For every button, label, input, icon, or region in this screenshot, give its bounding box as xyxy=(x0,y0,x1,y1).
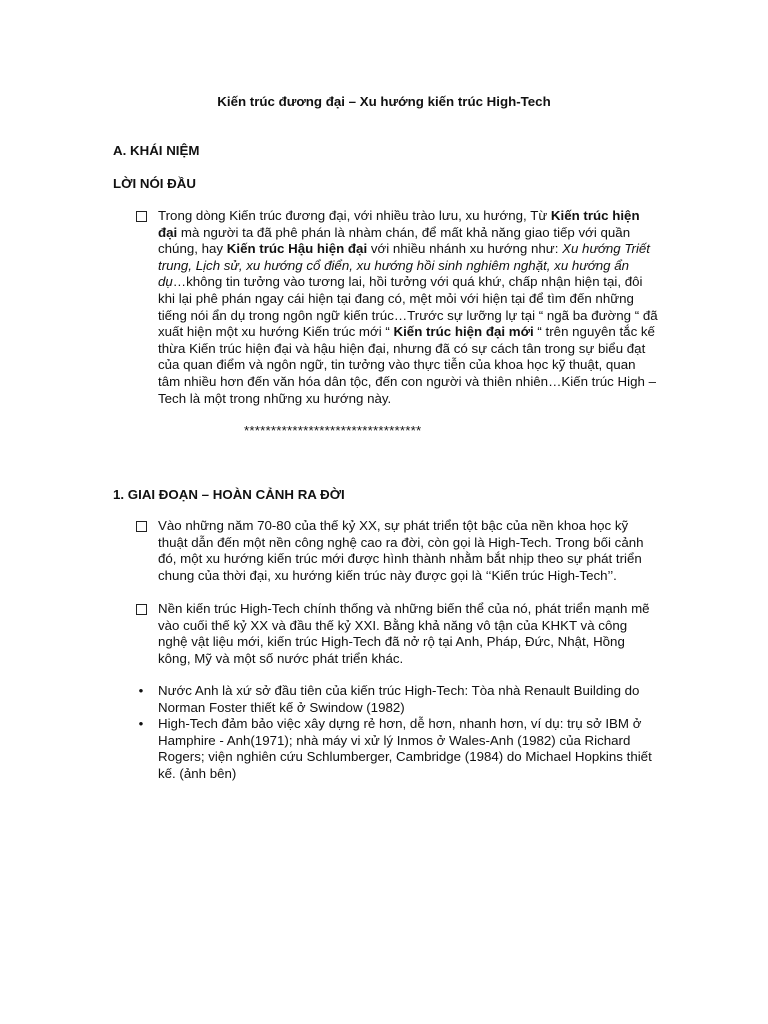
intro-text-part: mà người ta đã phê phán là nhàm chán, để mất khả năng giao tiếp với quần chúng, hay xyxy=(158,224,631,257)
list-item-text: Nước Anh là xứ sở đầu tiên của kiến trúc High-Tech: Tòa nhà Renault Building do Norman Foster thiết kế ở Swindow (1982) xyxy=(158,683,640,715)
intro-text-part: Trong dòng Kiến trúc đương đại, với nhiều trào lưu, xu hướng, Từ xyxy=(158,208,551,223)
list-item xyxy=(113,601,658,667)
preface-heading: LỜI NÓI ĐẦU xyxy=(113,176,196,191)
list-item xyxy=(113,518,658,584)
intro-bold-postmodern: Kiến trúc Hậu hiện đại xyxy=(226,241,368,257)
list-item xyxy=(113,716,658,782)
document-title: Kiến trúc đương đại – Xu hướng kiến trúc High-Tech xyxy=(217,94,551,109)
list-item-text: Nền kiến trúc High-Tech chính thống và những biến thể của nó, phát triển mạnh mẽ vào cuối thế kỷ XX và đầu thế kỷ XXI. Bằng khả năng vô tận của KHKT và công nghệ vật liệu mới, kiến trúc High-Tech đã nở rộ tại Anh, Pháp, Đức, Nhật, Hồng kông, Mỹ và một số nước phát triển khác. xyxy=(158,601,650,666)
intro-text-part: …không tin tưởng vào tương lai, hồi tưởng với quá khứ, chấp nhận hiện tại, đôi khi lại phê phán ngay cái hiện tại đang có, mệt mỏi với hiện tại để tìm đến những tiếng nói ẩn dụ trong ngôn ngữ kiến trúc…Trước sự lưỡng lự tại “ ngã ba đường “ đã xuất hiện một xu hướng Kiến trúc mới “ xyxy=(158,274,658,340)
bullet-dot-icon: • xyxy=(138,716,144,731)
checkbox-bullet-icon xyxy=(136,521,147,532)
separator-stars: ********************************* xyxy=(244,423,422,438)
bullet-dot-icon: • xyxy=(138,683,144,698)
checkbox-bullet-icon xyxy=(136,604,147,615)
list-item xyxy=(113,683,658,716)
intro-text xyxy=(158,208,658,407)
section-a-heading: A. KHÁI NIỆM xyxy=(113,143,200,158)
intro-bold-modern: Kiến trúc hiện đại xyxy=(158,208,640,240)
intro-italic-trends: Xu hướng Triết trung, Lịch sử, xu hướng cổ điển, xu hướng hồi sinh nghiêm nghặt, xu hướng ẩn dụ xyxy=(158,241,651,290)
list-item-text: High-Tech đảm bảo việc xây dựng rẻ hơn, dễ hơn, nhanh hơn, ví dụ: trụ sở IBM ở Hamphire - Anh(1971); nhà máy vi xử lý Inmos ở Wales-Anh (1982) của Richard Rogers; viện nghiên cứu Schlumberger, Cambridge (1984) do Michael Hopkins thiết kế. (ảnh bên) xyxy=(158,716,652,781)
checkbox-bullet-icon xyxy=(136,211,147,222)
section-1-heading: 1. GIAI ĐOẠN – HOÀN CẢNH RA ĐỜI xyxy=(113,487,345,502)
intro-text-part: “ trên nguyên tắc kế thừa Kiến trúc hiện đại và hậu hiện đại, nhưng đã có sự cách tân trong sự biểu đạt của quan điểm và ngôn ngữ, tin tưởng vào thực tiễn của khoa học kỹ thuật, quan tâm nhiều hơn đến văn hóa dân tộc, đến con người và thiên nhiên…Kiến trúc High – Tech là một trong những xu hướng này. xyxy=(158,324,656,406)
intro-paragraph xyxy=(113,208,658,407)
intro-bold-neomodern: Kiến trúc hiện đại mới xyxy=(393,324,534,340)
intro-text-part: với nhiều nhánh xu hướng như: xyxy=(367,241,563,257)
list-item-text: Vào những năm 70-80 của thế kỷ XX, sự phát triển tột bậc của nền khoa học kỹ thuật dẫn đến một nền công nghệ cao ra đời, còn gọi là High-Tech. Trong bối cảnh đó, một xu hướng kiến trúc mới được hình thành nhằm bắt nhịp theo sự phát triển chung của thời đại, xu hướng kiến trúc này được gọi là ‘‘Kiến trúc High-Tech’’. xyxy=(158,518,644,583)
